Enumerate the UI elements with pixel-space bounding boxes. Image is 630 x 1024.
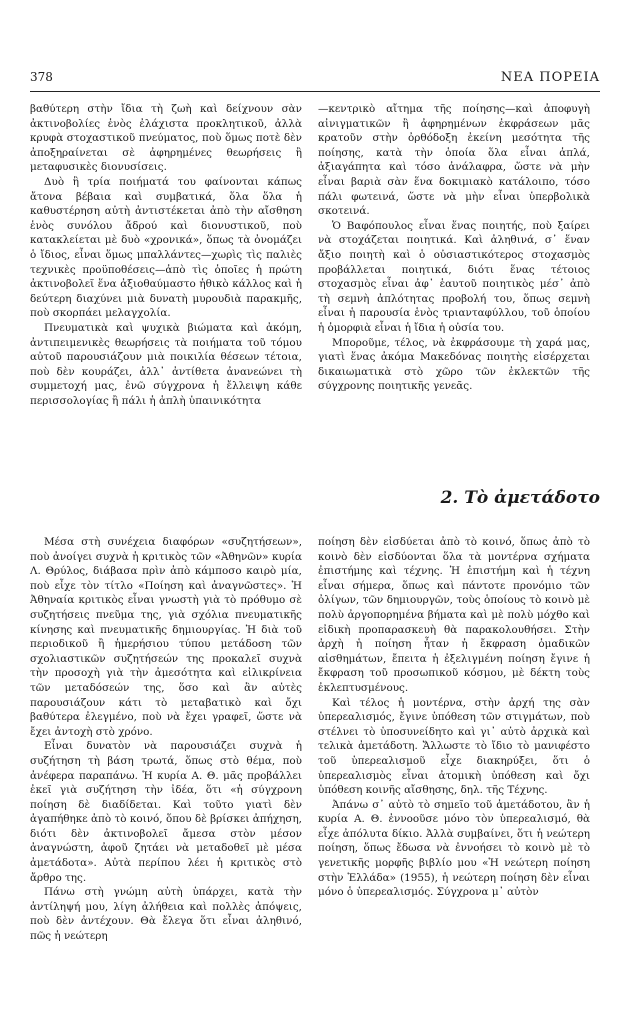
paragraph: Ὁ Βαφόπουλος εἶναι ἕνας ποιητής, ποὺ ξαίρει νὰ στοχάζεται ποιητικά. Καὶ ἀληθινά, σ᾽ ἕναν ἄξιο ποιητὴ καὶ ὁ οὐσιαστικότερος στοχασμὸς προβάλλεται ποιητικά, διότι ἕνας τέτοιος στοχασμὸς εἶναι ἀφ᾽ ἑαυτοῦ ποιητικὸς μέσ᾽ ἀπὸ τὴ σεμνὴ ἀπλότητας προβολή του, ὅπως σεμνὴ εἶναι ἡ παρουσία ἑνὸς τριανταφύλλου, τοῦ ὁποίου ἡ ὀμορφιὰ εἶναι ἡ ἴδια ἡ οὐσία του. <box>318 219 590 334</box>
paragraph: Ἀπάνω σ᾽ αὐτὸ τὸ σημεῖο τοῦ ἀμετάδοτου, ἂν ἡ κυρία Α. Θ. ἐννοοῦσε μόνο τὸν ὑπερεαλισμό, θὰ εἶχε ἀπόλυτα δίκιο. Ἀλλὰ συμβαίνει, ὅτι ἡ νεώτερη ποίηση, ὅπως ἔδωσα νὰ ἐννοήσει τὸ κοινὸ μὲ τὸ γενετικῆς μορφῆς βιβλίο μου «Ἡ νεώτερη ποίηση στὴν Ἑλλάδα» (1955), ἡ νεώτερη ποίηση δὲν εἶναι μόνο ὁ ὑπερεαλισμός. Σύγχρονα μ᾽ αὐτὸν <box>318 798 590 899</box>
section-title: 2. Τὸ ἀμετάδοτο <box>440 488 600 508</box>
page-number: 378 <box>30 70 53 84</box>
paragraph: Μποροῦμε, τέλος, νὰ ἐκφράσουμε τὴ χαρά μας, γιατὶ ἕνας ἀκόμα Μακεδόνας ποιητὴς εἰσέρχεται δικαιωματικὰ στὸ χῶρο τῶν ἐκλεκτῶν τῆς σύγχρονης ποιητικῆς γενεᾶς. <box>318 336 590 393</box>
paragraph: βαθύτερη στὴν ἴδια τὴ ζωὴ καὶ δείχνουν σὰν ἀκτινοβολίες ἑνὸς ἐλάχιστα προκλητικοῦ, ἀλλὰ κρυφὰ στοχαστικοῦ πνεύματος, ποὺ ὅμως ποτὲ δὲν ἀποξηραίνεται σὲ ἀφηρημένες θεωρήσεις ἢ μεταφυσικὲς διονυσίσεις. <box>30 103 302 174</box>
column-top-right <box>318 102 590 394</box>
column-bottom-right <box>318 535 590 900</box>
paragraph: Καὶ τέλος ἡ μοντέρνα, στὴν ἀρχή της σὰν ὑπερεαλισμός, ἔγινε ὑπόθεση τῶν στιγμάτων, ποὺ στέλνει τὸ ὑποσυνείδητο καὶ γι᾽ αὐτὸ ἀρχικὰ καὶ τελικὰ ἀμετάδοτη. Ἄλλωστε τὸ ἴδιο τὸ μανιφέστο τοῦ ὑπερεαλισμοῦ εἶχε διακηρύξει, ὅτι ὁ ὑπερεαλισμὸς εἶναι ἀτομικὴ ὑπόθεση καὶ ὄχι ὑπόθεση κοινῆς αἴσθησης, δηλ. τῆς Τέχνης. <box>318 696 590 797</box>
running-header <box>30 70 600 90</box>
column-bottom-left <box>30 535 302 944</box>
paragraph: Πνευματικὰ καὶ ψυχικὰ βιώματα καὶ ἀκόμη, ἀντιπειμενικὲς θεωρήσεις τὰ ποιήματα τοῦ τόμου αὐτοῦ παρουσιάζουν μιὰ ποικιλία θέσεων τέτοια, ποὺ δὲν κουράζει, ἀλλ᾽ ἀντίθετα ἀνανεώνει τὴ συμμετοχή μας, ἐνῶ σύγχρονα ἡ ἔλλειψη κάθε περισσολογίας ἢ πάλι ἡ ἁπλὴ ὑπαινικότητα <box>30 321 302 407</box>
running-title: ΝΕΑ ΠΟΡΕΙΑ <box>500 70 600 85</box>
header-rule <box>30 91 600 92</box>
paragraph: Πάνω στὴ γνώμη αὐτὴ ὑπάρχει, κατὰ τὴν ἀντίληψή μου, λίγη ἀλήθεια καὶ πολλὲς ἀπόψεις, ποὺ δὲν ἀντέχουν. Θὰ ἔλεγα ὅτι εἶναι ἀληθινό, πῶς ἡ νεώτερη <box>30 886 302 943</box>
paragraph: ποίηση δὲν εἰσδύεται ἀπὸ τὸ κοινό, ὅπως ἀπὸ τὸ κοινὸ δὲν εἰσδύονται ὅλα τὰ μοντέρνα σχήματα ἐπιστήμης καὶ τέχνης. Ἡ ἐπιστήμη καὶ ἡ τέχνη εἶναι σήμερα, ὅπως καὶ πάντοτε προνόμιο τῶν ὀλίγων, τῶν δημιουργῶν, τοὺς ὁποίους τὸ κοινὸ μὲ πολὺ ἀργοπορημένα βήματα καὶ μὲ πολὺ μόχθο καὶ εἰδικὴ προπαρασκευὴ θὰ παρακολουθήσει. Στὴν ἀρχὴ ἡ ποίηση ἦταν ἡ ἔκφραση ὁμαδικῶν αἰσθημάτων, ἔπειτα ἡ ἐξελιγμένη ποίηση ἔγινε ἡ ἔκφραση τοῦ προσωπικοῦ κόσμου, μὲ δέκτη τοὺς ἐκλεπτυσμένους. <box>318 536 590 694</box>
column-top-left <box>30 102 302 408</box>
paragraph: Δυὸ ἢ τρία ποιήματά του φαίνονται κάπως ἄτονα βέβαια καὶ συμβατικά, ὅλα ὅλα ἡ καθυστέρηση αὐτὴ ἀντιστέκεται ἀπὸ τὴν αἴσθηση ἑνὸς συνόλου ἄδρού καὶ διονυστικοῦ, ποὺ κατακλείεται μὲ δυὸ «χρονικά», ὅπως τὰ ὀνομάζει ὁ ἴδιος, εἶναι ὅμως μπαλλάντες—χωρὶς τὶς παλιὲς τεχνικὲς προϋποθέσεις—ἀπὸ τὶς ὁποῖες ἡ πρώτη ἀκτινοβολεῖ ἕνα ἀξιοθαύμαστο ἠθικὸ κάλλος καὶ ἡ δεύτερη διαχύνει μιὰ δυνατὴ μυρουδιὰ παρακμῆς, ποὺ σκορπάει μελαγχολία. <box>30 175 302 320</box>
paragraph: Εἶναι δυνατὸν νὰ παρουσιάζει συχνὰ ἡ συζήτηση τὴ βάση τρωτά, ὅπως στὸ θέμα, ποὺ ἀνέφερα παραπάνω. Ἡ κυρία Α. Θ. μᾶς προβάλλει ἐκεῖ γιὰ συζήτηση τὴν ἰδέα, ὅτι «ἡ σύγχρονη ποίηση δὲ διαδίδεται. Καὶ τοῦτο γιατὶ δὲν ἀγαπήθηκε ἀπὸ τὸ κοινό, ὅπου δὲ βρίσκει ἀπήχηση, διότι δὲν ἀκτινοβολεῖ ἄμεσα στὸν μέσον ἀναγνώστη, ἀφοῦ ζητάει νὰ μεταδοθεῖ μὲ μέσα ἀμετάδοτα». Αὐτὰ περίπου λέει ἡ κριτικὸς στὸ ἄρθρο της. <box>30 740 302 884</box>
paragraph: Μέσα στὴ συνέχεια διαφόρων «συζητήσεων», ποὺ ἀνοίγει συχνὰ ἡ κριτικὸς τῶν «Ἀθηνῶν» κυρία Λ. Θρύλος, διάβασα πρὶν ἀπὸ κάμποσο καιρὸ μία, ποὺ εἶχε τὸν τίτλο «Ποίηση καὶ ἀναγνῶστες». Ἡ Ἀθηναία κριτικὸς εἶναι γνωστὴ γιὰ τὸ πρόθυμο σὲ συζητήσεις πνεῦμα της, γιὰ σχόλια πνευματικῆς κίνησης καὶ πνευματικῆς δημιουργίας. Ἡ διὰ τοῦ περιοδικοῦ ἢ ἡμερήσιου τύπου μετάδοση τῶν σχολιαστικῶν συζητήσεών της προκαλεῖ συχνὰ τὴν προσοχὴ γιὰ τὴν ἀμεσότητα καὶ εἰλικρίνεια τῶν μεταδόσεών της, ὅσο καὶ ἂν αὐτὲς παρουσιάζουν κάτι τὸ μεταβατικὸ καὶ ὄχι βαθύτερα ἐλεγμένο, ποὺ νὰ ἔχει γραφεῖ, ὥστε νὰ ἔχει ἀντοχὴ στὸ χρόνο. <box>30 536 302 738</box>
paragraph: —κεντρικὸ αἴτημα τῆς ποίησης—καὶ ἀποφυγὴ αἰνιγματικῶν ἢ ἀφηρημένων ἐκφράσεων μᾶς κρατοῦν στὴν ὀρθόδοξη ἐκείνη μεσότητα τῆς ποίησης, κατὰ τὴν ὁποία ὅλα εἶναι ἁπλά, ἀξιαγάπητα καὶ τόσο ἀνάλαφρα, ὥστε νὰ μὴν εἶναι βαριὰ σὰν ἕνα δοκιμιακὸ κατάλοιπο, τόσο πάλι φωτεινά, ὥστε νὰ μὴν εἶναι ὑπερβολικὰ σκοτεινά. <box>318 103 590 218</box>
